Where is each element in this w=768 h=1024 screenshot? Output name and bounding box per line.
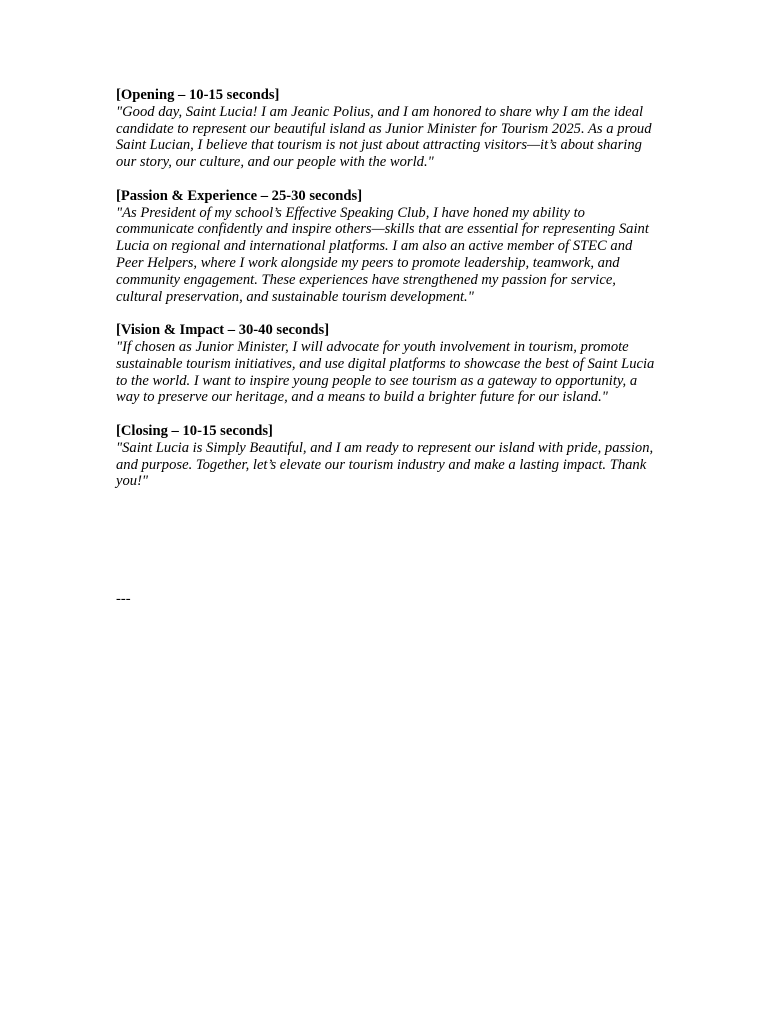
section-closing bbox=[116, 423, 661, 490]
section-body: "Good day, Saint Lucia! I am Jeanic Polius, and I am honored to share why I am the ideal candidate to represent our beautiful island as Junior Minister for Tourism 2025. As a proud Saint Lucian, I believe that tourism is not just about attracting visitors—it’s about sharing our story, our culture, and our people with the world." bbox=[116, 103, 652, 171]
section-vision-impact bbox=[116, 322, 661, 406]
section-heading: [Vision & Impact – 30-40 seconds] bbox=[116, 322, 330, 339]
section-opening bbox=[116, 87, 661, 171]
section-body: "If chosen as Junior Minister, I will advocate for youth involvement in tourism, promote sustainable tourism initiatives, and use digital platforms to showcase the best of Saint Lucia to the world. I want to inspire young people to see tourism as a gateway to opportunity, a way to preserve our heritage, and a means to build a brighter future for our island." bbox=[116, 338, 655, 406]
section-body: "Saint Lucia is Simply Beautiful, and I am ready to represent our island with pride, passion, and purpose. Together, let’s elevate our tourism industry and make a lasting impact. Thank you!" bbox=[116, 439, 654, 490]
speech-script bbox=[116, 87, 661, 507]
section-heading: [Closing – 10-15 seconds] bbox=[116, 422, 273, 439]
section-passion-experience bbox=[116, 188, 661, 306]
section-body: "As President of my school’s Effective Speaking Club, I have honed my ability to communicate confidently and inspire others—skills that are essential for representing Saint Lucia on regional and international platforms. I am also an active member of STEC and Peer Helpers, where I work alongside my peers to promote leadership, teamwork, and community engagement. These experiences have strengthened my passion for service, cultural preservation, and sustainable tourism development." bbox=[116, 204, 649, 305]
section-heading: [Passion & Experience – 25-30 seconds] bbox=[116, 187, 363, 204]
separator-line: --- bbox=[116, 591, 131, 607]
section-heading: [Opening – 10-15 seconds] bbox=[116, 87, 280, 103]
